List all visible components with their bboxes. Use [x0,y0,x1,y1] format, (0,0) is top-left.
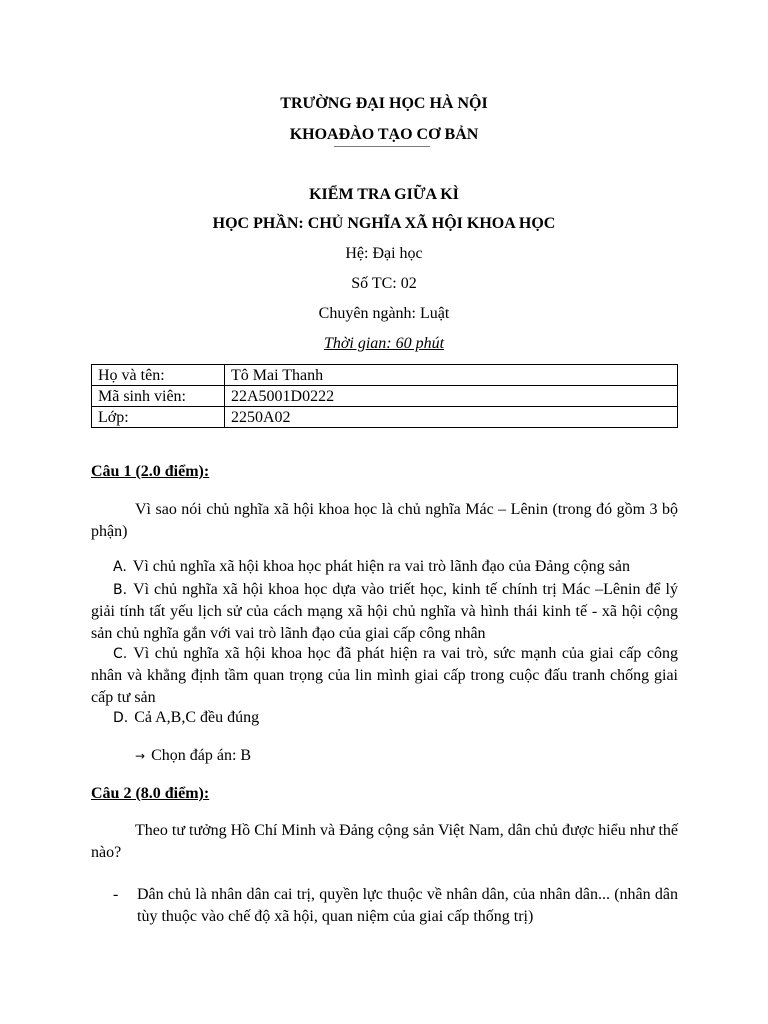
answer-line [135,746,251,766]
option-c-text: Vì chủ nghĩa xã hội khoa học đã phát hiện ra vai trò, sức mạnh của giai cấp công nhân và khẳng định tầm quan trọng của lin mình giai cấp trong cuộc đấu tranh chống giai cấp tư sản [91,645,678,706]
option-d-text: Cả A,B,C đều đúng [134,709,260,726]
option-d [91,707,678,729]
option-b [91,579,678,645]
option-a [91,556,678,578]
exam-duration-text: Thời gian: 60 phút [323,335,445,352]
option-c-letter: C. [113,646,128,662]
option-a-letter: A. [113,559,127,575]
answer-text: Chọn đáp án: B [151,747,252,764]
name-label: Họ và tên: [92,365,225,386]
exam-title: KIỂM TRA GIỮA KÌ [309,186,459,203]
option-b-letter: B. [113,582,128,598]
table-row [92,386,678,407]
question2-heading: Câu 2 (8.0 điểm): [91,785,210,802]
right-arrow-icon: → [135,749,146,763]
exam-duration [0,334,768,354]
student-info-table [91,364,678,428]
table-row [92,365,678,386]
name-value: Tô Mai Thanh [225,365,678,386]
option-c [91,643,678,709]
bullet-dash: - [113,886,119,903]
class-label: Lớp: [92,407,225,428]
option-b-text: Vì chủ nghĩa xã hội khoa học dựa vào triết học, kinh tế chính trị Mác –Lênin để lý giải tính tất yếu lịch sử của cách mạng xã hội chủ nghĩa và hình thái kinh tế - xã hội cộng sản chủ nghĩa gắn với vai trò lãnh đạo của giai cấp công nhân [91,581,678,642]
major: Chuyên ngành: Luật [318,305,450,322]
question1-prompt: Vì sao nói chủ nghĩa xã hội khoa học là chủ nghĩa Mác – Lênin (trong đó gồm 3 bộ phận) [91,501,678,540]
question1-heading: Câu 1 (2.0 điểm): [91,463,210,480]
student-id-value: 22A5001D0222 [225,386,678,407]
question2-bullet: Dân chủ là nhân dân cai trị, quyền lực thuộc về nhân dân, của nhân dân... (nhân dân tùy thuộc vào chế độ xã hội, quan niệm của giai cấp thống trị) [137,886,678,925]
department-name: KHOAĐÀO TẠO CƠ BẢN [289,126,479,143]
option-a-text: Vì chủ nghĩa xã hội khoa học phát hiện ra vai trò lãnh đạo của Đảng cộng sản [132,558,630,575]
education-system: Hệ: Đại học [345,245,423,262]
course-name: HỌC PHẦN: CHỦ NGHĨA XÃ HỘI KHOA HỌC [212,215,556,232]
department-underline [334,146,430,147]
credit-count: Số TC: 02 [351,275,417,292]
option-d-letter: D. [113,710,129,726]
class-value: 2250A02 [225,407,678,428]
table-row [92,407,678,428]
university-name: TRƯỜNG ĐẠI HỌC HÀ NỘI [280,95,488,112]
question2-prompt: Theo tư tưởng Hồ Chí Minh và Đảng cộng sản Việt Nam, dân chủ được hiểu như thế nào? [91,822,678,861]
student-id-label: Mã sinh viên: [92,386,225,407]
